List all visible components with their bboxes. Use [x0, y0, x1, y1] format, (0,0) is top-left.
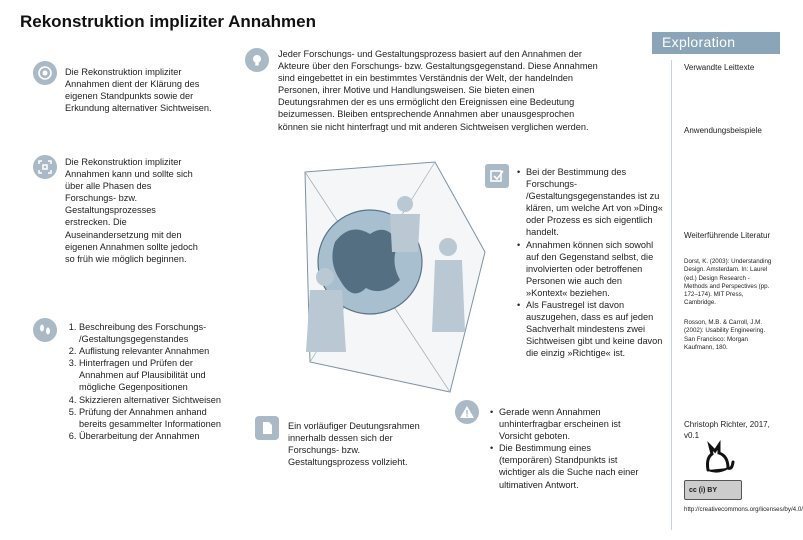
examples-label: Anwendungsbeispiele [684, 126, 762, 135]
steps-list [65, 321, 225, 442]
step-item: 2. Auflistung relevanter Annahmen [79, 345, 225, 357]
timing-text: Die Rekonstruktion impliziter Annahmen kann und sollte sich über alle Phasen des Forschungs- bzw. Gestaltungsprozesses erstrecken. Die Auseinandersetzung mit den eigenen Annahmen sollte jedoch so früh wie möglich beginnen. [65, 157, 198, 264]
warning-item: • Die Bestimmung eines (temporären) Standpunkts ist wichtiger als die Suche nach einer ultimativen Antwort. [490, 442, 640, 490]
literature-label: Weiterführende Literatur [684, 231, 771, 240]
warning-item: • Gerade wenn Annahmen unhinterfragbar erscheinen ist Vorsicht geboten. [490, 406, 640, 442]
tip-item: • Bei der Bestimmung des Forschungs- /Gestaltungsgegenstandes ist zu klären, um welche Art von »Ding« oder Prozess es sich eigentlich handelt. [517, 166, 665, 239]
step-item: 5. Prüfung der Annahmen anhand bereits gesammelter Informationen [79, 406, 225, 430]
intro-text: Jeder Forschungs- und Gestaltungsprozess basiert auf den Annahmen der Akteure über den Forschungs- bzw. Gestaltungsgegenstand. Diese Annahmen sind eingebettet in ein bestimmtes Verständnis der Welt, der handelnden Personen, ihrer Motive und Handlungsweisen. Sie bieten einen Deutungsrahmen der es uns ermöglicht den Ereignissen eine Bedeutung beizumessen. Bleiben entsprechende Annahmen aber unausgesprochen können sie nicht hinterfragt und mit anderen Sichtweisen verglichen werden. [278, 49, 598, 132]
footsteps-icon [33, 318, 57, 342]
license-badge [684, 480, 742, 500]
tip-item: • Als Faustregel ist davon auszugehen, dass es auf jeden Sachverhalt mindestens zwei Sichtweisen gibt und keine davon die einzig »Richtige« ist. [517, 299, 665, 359]
tips-list [517, 166, 665, 360]
target-icon [33, 61, 57, 85]
step-item: 1. Beschreibung des Forschungs- /Gestaltungsgegenstandes [79, 321, 225, 345]
frame-corners-icon [33, 155, 57, 179]
reference-item: Dorst, K. (2003): Understanding Design. Amsterdam. In: Laurel (ed.) Design Research - Methods and Perspectives (pp. 172–174). MIT Press, Cambridge. [684, 258, 772, 307]
warnings-list [490, 406, 640, 491]
reference-item: Rosson, M.B. & Carroll, J.M. (2002): Usability Engineering. San Francisco: Morgan Kaufmann, 180. [684, 319, 766, 351]
page-title: Rekonstruktion impliziter Annahmen [20, 12, 316, 31]
purpose-text: Die Rekonstruktion impliziter Annahmen dient der Klärung des eigenen Standpunkts sowie der Erkundung alternativer Sichtweisen. [65, 67, 212, 114]
license-link[interactable]: http://creativecommons.org/licenses/by/4.0/ [684, 506, 803, 513]
author-credit: Christoph Richter, 2017, v0.1 [684, 420, 770, 440]
category-banner [652, 32, 780, 54]
black-cat-icon [700, 440, 736, 474]
warning-icon [455, 400, 479, 424]
step-item: 3. Hinterfragen und Prüfen der Annahmen auf Plausibilität und mögliche Gegenpositionen [79, 357, 225, 393]
checkbox-icon [485, 164, 509, 188]
globe-illustration [300, 162, 490, 402]
document-icon [255, 416, 279, 440]
result-text: Ein vorläufiger Deutungsrahmen innerhalb dessen sich der Forschungs- bzw. Gestaltungsprozess vollzieht. [288, 421, 420, 468]
step-item: 4. Skizzieren alternativer Sichtweisen [79, 394, 225, 406]
sidebar-divider [671, 60, 672, 530]
related-guides-label: Verwandte Leittexte [684, 63, 755, 72]
tip-item: • Annahmen können sich sowohl auf den Gegenstand selbst, die involvierten oder betroffenen Personen wie auch den »Kontext« beziehen. [517, 239, 665, 299]
step-item: 6. Überarbeitung der Annahmen [79, 430, 225, 442]
license-badge-text: cc (i) BY [689, 486, 718, 494]
lightbulb-icon [245, 48, 269, 72]
category-label: Exploration [662, 34, 736, 50]
